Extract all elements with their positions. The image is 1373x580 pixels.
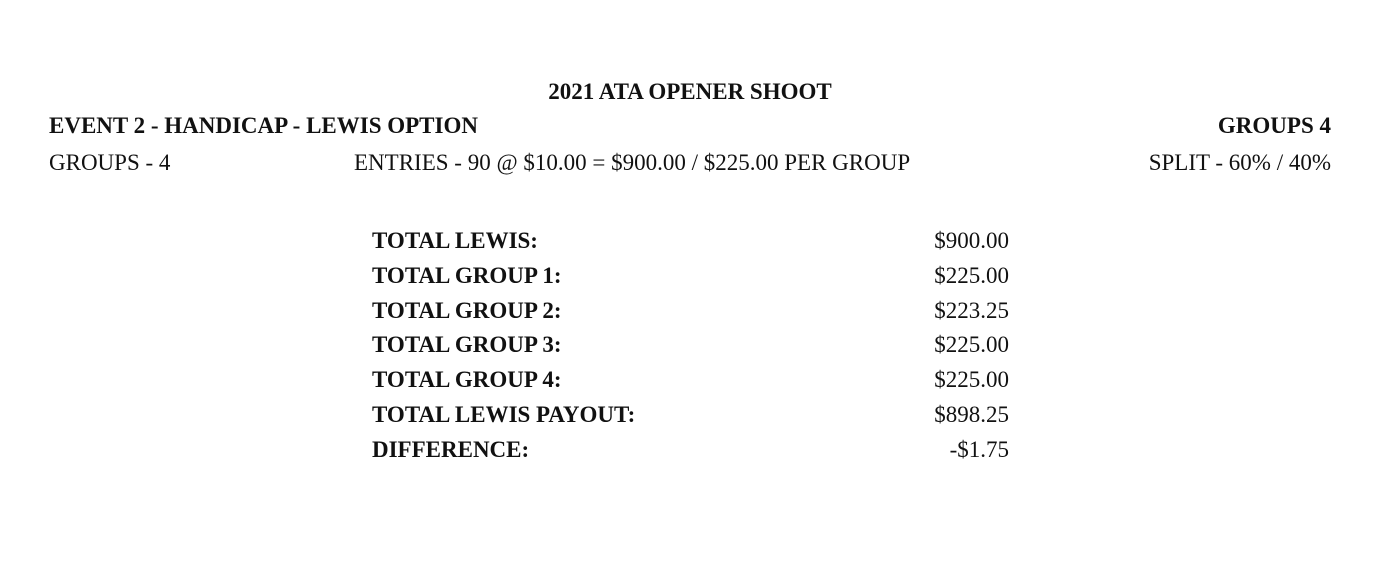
totals-value: $223.25: [934, 297, 1009, 323]
totals-table: [372, 227, 1009, 471]
split-summary: SPLIT - 60% / 40%: [1148, 150, 1331, 175]
totals-value: $898.25: [934, 401, 1009, 427]
totals-value: -$1.75: [949, 436, 1009, 462]
totals-row-lewis: [372, 227, 1009, 262]
totals-label: TOTAL LEWIS:: [372, 228, 538, 253]
totals-row-lewis-payout: [372, 401, 1009, 436]
totals-label: TOTAL GROUP 1:: [372, 262, 562, 288]
document-title: 2021 ATA OPENER SHOOT: [548, 79, 832, 104]
totals-value: $225.00: [934, 262, 1009, 288]
entries-summary: ENTRIES - 90 @ $10.00 = $900.00 / $225.00 PER GROUP: [354, 150, 911, 175]
totals-row-group-3: [372, 331, 1009, 366]
totals-label: TOTAL GROUP 4:: [372, 367, 562, 393]
totals-row-difference: [372, 436, 1009, 471]
groups-heading: GROUPS 4: [1217, 113, 1331, 138]
totals-label: DIFFERENCE:: [372, 436, 530, 462]
event-title: EVENT 2 - HANDICAP - LEWIS OPTION: [49, 113, 478, 138]
totals-value: $225.00: [934, 367, 1009, 393]
totals-label: TOTAL GROUP 2:: [372, 297, 562, 323]
totals-row-group-1: [372, 262, 1009, 297]
totals-label: TOTAL LEWIS PAYOUT:: [372, 401, 636, 427]
totals-label: TOTAL GROUP 3:: [372, 332, 562, 358]
totals-value: $900.00: [934, 228, 1009, 253]
totals-value: $225.00: [934, 332, 1009, 358]
totals-row-group-4: [372, 366, 1009, 401]
totals-row-group-2: [372, 297, 1009, 332]
groups-count: GROUPS - 4: [49, 150, 171, 175]
